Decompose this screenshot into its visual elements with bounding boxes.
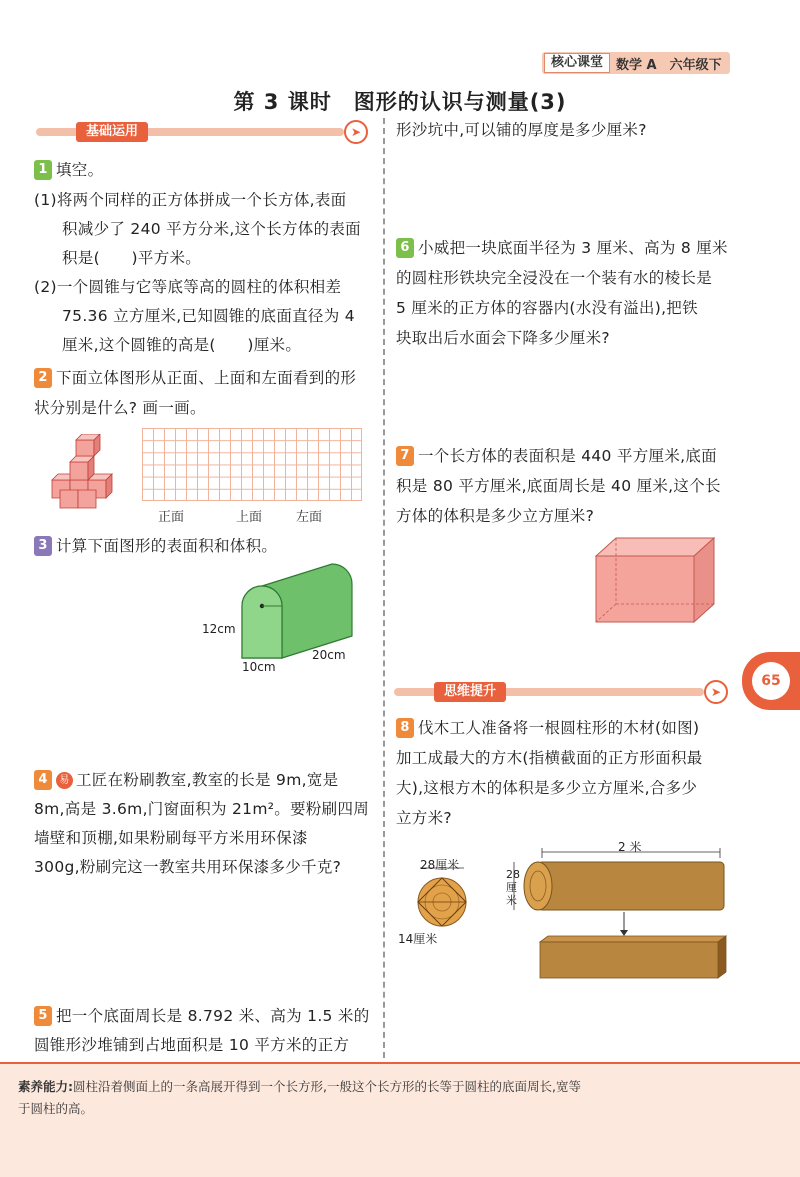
q1-number: 1 xyxy=(34,160,52,180)
footer-label: 素养能力: xyxy=(18,1079,73,1094)
paper-plane-icon: ➤ xyxy=(344,120,368,144)
q6-line1-text: 小威把一块底面半径为 3 厘米、高为 8 厘米 xyxy=(418,239,728,257)
q4-line2: 8m,高是 3.6m,门窗面积为 21m²。要粉刷四周 xyxy=(34,800,370,818)
q1-p2-line1: (2)一个圆锥与它等底等高的圆柱的体积相差 xyxy=(34,278,342,296)
q1-p1-line3: 积是( )平方米。 xyxy=(62,249,202,267)
q7-line1 xyxy=(396,442,717,471)
q7-line1-text: 一个长方体的表面积是 440 平方厘米,底面 xyxy=(418,447,717,465)
q8-side-label: 14厘米 xyxy=(398,932,438,946)
q3-length-label: 20cm xyxy=(312,648,346,662)
q8-line2: 加工成最大的方木(指横截面的正方形面积最 xyxy=(396,749,703,767)
q1-p1-line2: 积减少了 240 平方分米,这个长方体的表面 xyxy=(62,220,361,238)
section-label-basic: 基础运用 xyxy=(76,122,148,142)
q4-number: 4 xyxy=(34,770,52,790)
q8-length-label: 2 米 xyxy=(618,840,642,854)
log-and-beam-figure xyxy=(504,848,730,982)
q8-line1 xyxy=(396,714,699,743)
q8-line1-text: 伐木工人准备将一根圆柱形的木材(如图) xyxy=(418,719,700,737)
q6-number: 6 xyxy=(396,238,414,258)
q7-number: 7 xyxy=(396,446,414,466)
q6-line4: 块取出后水面会下降多少厘米? xyxy=(396,329,610,347)
q8-number: 8 xyxy=(396,718,414,738)
header-tag-sub: 数学 A 六年级下 xyxy=(616,57,722,73)
footer-text-line1: 圆柱沿着侧面上的一条高展开得到一个长方形,一般这个长方形的长等于圆柱的底面周长,宽等 xyxy=(73,1079,581,1094)
header-tag xyxy=(542,52,730,74)
q4-line4: 300g,粉刷完这一教室共用环保漆多少千克? xyxy=(34,858,342,876)
q1-intro xyxy=(34,156,103,185)
q8-line4: 立方米? xyxy=(396,809,452,827)
q2-line1-text: 下面立体图形从正面、上面和左面看到的形 xyxy=(56,369,357,387)
q6-line3: 5 厘米的正方体的容器内(水没有溢出),把铁 xyxy=(396,299,698,317)
q6-line1 xyxy=(396,234,728,263)
q7-line2: 积是 80 平方厘米,底面周长是 40 厘米,这个长 xyxy=(396,477,721,495)
q1-p2-line3: 厘米,这个圆锥的高是( )厘米。 xyxy=(62,336,302,354)
q3-height-label: 12cm xyxy=(202,622,236,636)
half-cylinder-box-figure xyxy=(240,562,362,662)
page-number: 65 xyxy=(752,662,790,700)
section-banner-advanced xyxy=(394,682,728,702)
section-banner-basic xyxy=(36,122,368,142)
q7-line3: 方体的体积是多少立方厘米? xyxy=(396,507,595,525)
header-tag-main: 核心课堂 xyxy=(544,53,610,73)
page-number-tab xyxy=(742,652,800,710)
q4-line1 xyxy=(34,766,338,795)
view-label-top: 上面 xyxy=(236,510,263,525)
cube-stack-figure xyxy=(44,434,130,510)
q2-number: 2 xyxy=(34,368,52,388)
q2-line2: 状分别是什么? 画一画。 xyxy=(34,399,206,417)
q5-line1 xyxy=(34,1002,370,1031)
q6-line2: 的圆柱形铁块完全浸没在一个装有水的棱长是 xyxy=(396,269,713,287)
q5-line1-text: 把一个底面周长是 8.792 米、高为 1.5 米的 xyxy=(56,1007,370,1025)
section-label-advanced: 思维提升 xyxy=(434,682,506,702)
cuboid-figure xyxy=(594,536,716,626)
q5-line3: 形沙坑中,可以铺的厚度是多少厘米? xyxy=(396,121,647,139)
q3-width-label: 10cm xyxy=(242,660,276,674)
q3-number: 3 xyxy=(34,536,52,556)
footer-note xyxy=(18,1076,788,1120)
q8-line3: 大),这根方木的体积是多少立方厘米,合多少 xyxy=(396,779,698,797)
footer-text-line2: 于圆柱的高。 xyxy=(18,1101,94,1116)
page-title: 第 3 课时 图形的认识与测量(3) xyxy=(233,90,567,114)
q4-badge: 易 xyxy=(56,772,73,789)
q1-intro-text: 填空。 xyxy=(56,161,104,179)
q5-number: 5 xyxy=(34,1006,52,1026)
q4-line1-text: 工匠在粉刷教室,教室的长是 9m,宽是 xyxy=(76,771,339,789)
drawing-grid[interactable] xyxy=(142,428,362,501)
q8-vertical-label: 28厘米 xyxy=(506,868,520,907)
q1-p1-line1: (1)将两个同样的正方体拼成一个长方体,表面 xyxy=(34,191,347,209)
view-label-left: 左面 xyxy=(296,510,323,525)
q4-line3: 墙壁和顶棚,如果粉刷每平方米用环保漆 xyxy=(34,829,308,847)
q5-line2: 圆锥形沙堆铺到占地面积是 10 平方米的正方 xyxy=(34,1036,350,1054)
q1-p2-line2: 75.36 立方厘米,已知圆锥的底面直径为 4 xyxy=(62,307,355,325)
view-label-front: 正面 xyxy=(158,510,185,525)
q3-line1-text: 计算下面图形的表面积和体积。 xyxy=(56,537,278,555)
q2-line1 xyxy=(34,364,356,393)
column-divider xyxy=(383,118,385,1058)
q3-line1 xyxy=(34,532,277,561)
q8-diameter-label: 28厘米 xyxy=(420,858,460,872)
paper-plane-icon-2: ➤ xyxy=(704,680,728,704)
